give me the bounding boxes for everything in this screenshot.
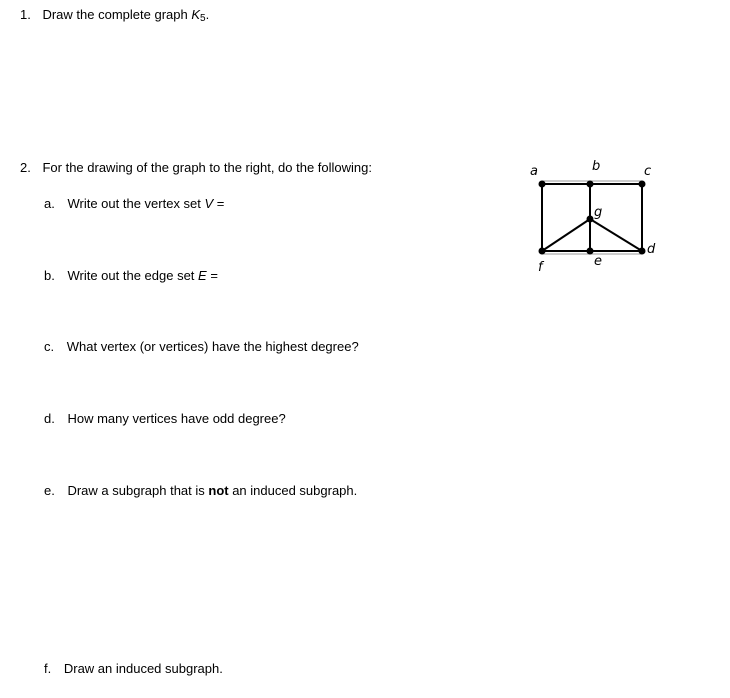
part-d: [44, 411, 286, 427]
edge-g-d: [590, 219, 642, 251]
graph-diagram: [520, 150, 670, 280]
part-e-label: e.: [44, 483, 55, 498]
vertex-label-e: e: [594, 254, 602, 269]
vertex-label-b: b: [592, 159, 601, 174]
vertex-b: [587, 181, 594, 188]
question-2-text: For the drawing of the graph to the right, do the following:: [42, 160, 373, 175]
part-f-text: Draw an induced subgraph.: [63, 661, 223, 676]
part-c: [44, 339, 359, 355]
part-f: [44, 661, 223, 677]
vertex-d: [639, 248, 646, 255]
part-b-label: b.: [44, 268, 55, 283]
part-e-text-post: an induced subgraph.: [228, 483, 358, 498]
part-b: [44, 268, 218, 284]
vertex-label-a: a: [530, 164, 538, 179]
part-c-label: c.: [44, 339, 55, 354]
part-b-end: =: [206, 268, 218, 283]
part-e: [44, 483, 357, 499]
vertex-label-g: g: [594, 205, 603, 220]
part-a: [44, 196, 224, 212]
vertex-f: [539, 248, 546, 255]
question-1-end: .: [205, 7, 210, 22]
part-e-text-bold: not: [208, 483, 229, 498]
question-1-text: Draw the complete graph: [42, 7, 192, 22]
part-a-text: Write out the vertex set: [67, 196, 205, 211]
question-1-subscript: 5: [200, 13, 206, 24]
question-2-number: 2.: [20, 160, 31, 175]
vertex-e: [587, 248, 594, 255]
part-b-symbol: E: [198, 268, 207, 283]
part-a-symbol: V: [204, 196, 214, 211]
question-1-symbol: K: [191, 7, 200, 22]
part-c-text: What vertex (or vertices) have the highest degree?: [66, 339, 359, 354]
part-b-text: Write out the edge set: [67, 268, 199, 283]
vertex-label-f: f: [538, 260, 543, 275]
question-1-number: 1.: [20, 7, 31, 22]
part-a-label: a.: [44, 196, 55, 211]
vertex-c: [639, 181, 646, 188]
vertex-label-d: d: [647, 242, 656, 257]
question-1: [20, 7, 209, 27]
part-a-end: =: [213, 196, 225, 211]
edge-g-f: [542, 219, 590, 251]
part-e-text-pre: Draw a subgraph that is: [67, 483, 209, 498]
part-f-label: f.: [44, 661, 52, 676]
vertex-label-c: c: [644, 164, 652, 179]
question-2: [20, 160, 372, 176]
part-d-label: d.: [44, 411, 55, 426]
vertex-a: [539, 181, 546, 188]
vertex-g: [587, 216, 594, 223]
part-d-text: How many vertices have odd degree?: [67, 411, 286, 426]
